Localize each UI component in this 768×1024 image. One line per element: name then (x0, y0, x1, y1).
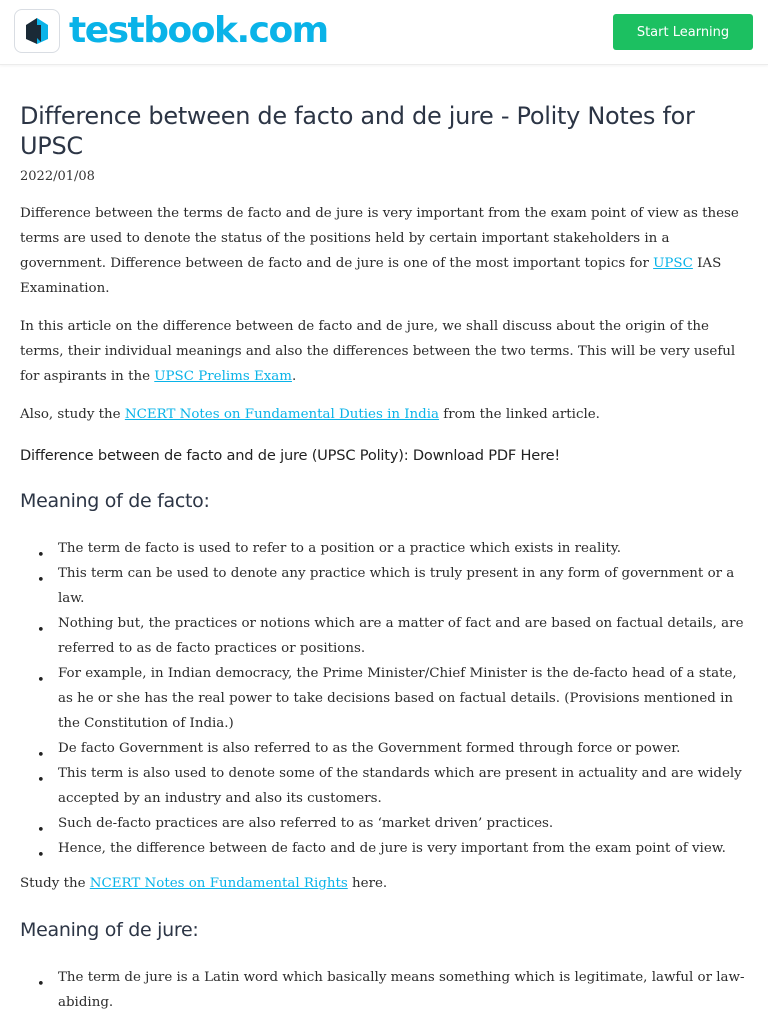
section-title-de-jure: Meaning of de jure: (20, 919, 199, 941)
list-item (20, 836, 748, 861)
list-item (20, 661, 748, 736)
intro-paragraph-2-after: . (291, 369, 297, 384)
bullet-icon: • (37, 773, 45, 788)
intro-paragraph-1-text: Difference between the terms de facto and de jure is very important from the exam point of view as these terms are used to denote the status of the positions held by certain important stakeholders in a government. Difference between de facto and de jure is one of the most important topics for (20, 206, 739, 271)
list-item (20, 561, 748, 611)
study-after: here. (347, 876, 388, 891)
section-title-de-facto: Meaning of de facto: (20, 490, 210, 512)
ncert-fundamental-rights-link[interactable]: NCERT Notes on Fundamental Rights (89, 876, 348, 891)
list-item-text: The term de jure is a Latin word which basically means something which is legitimate, lawful or law-abiding. (58, 970, 745, 1010)
list-item-text: The term de facto is used to refer to a position or a practice which exists in reality. (58, 541, 621, 556)
upsc-prelims-exam-link[interactable]: UPSC Prelims Exam (154, 369, 292, 384)
bullet-icon: • (37, 977, 45, 992)
study-text: Study the (20, 876, 90, 891)
intro-paragraph-2-text: In this article on the difference between de facto and de jure, we shall discuss about the origin of the terms, their individual meanings and also the differences between the two terms. This will be very useful for aspirants in the (20, 319, 736, 384)
list-item-text: Such de-facto practices are also referred to as ‘market driven’ practices. (58, 816, 554, 831)
start-learning-button[interactable]: Start Learning (613, 14, 753, 50)
ncert-fundamental-duties-link[interactable]: NCERT Notes on Fundamental Duties in India (124, 407, 440, 422)
intro-paragraph-1-after: IAS Examination. (20, 256, 722, 296)
list-item-text: This term can be used to denote any practice which is truly present in any form of government or a law. (58, 566, 735, 606)
list-item (20, 965, 748, 1015)
list-item (20, 811, 748, 836)
logo-link[interactable] (14, 9, 328, 53)
intro-paragraph-1 (20, 201, 748, 301)
bullet-icon: • (37, 673, 45, 688)
list-item-text: Nothing but, the practices or notions which are a matter of fact and are based on factual details, are referred to as de facto practices or positions. (58, 616, 744, 656)
de-jure-list (20, 965, 748, 1015)
bullet-icon: • (37, 573, 45, 588)
bullet-icon: • (37, 848, 45, 863)
list-item-text: This term is also used to denote some of the standards which are present in actuality and are widely accepted by an industry and also its customers. (58, 766, 742, 806)
list-item-text: De facto Government is also referred to as the Government formed through force or power. (58, 741, 681, 756)
site-header (0, 0, 768, 65)
study-paragraph (20, 871, 748, 896)
list-item (20, 761, 748, 811)
publish-date: 2022/01/08 (20, 169, 95, 184)
upsc-link[interactable]: UPSC (653, 256, 693, 271)
list-item (20, 611, 748, 661)
de-facto-list (20, 536, 748, 861)
intro-paragraph-2 (20, 314, 748, 389)
list-item-text: For example, in Indian democracy, the Prime Minister/Chief Minister is the de-facto head of a state, as he or she has the real power to take decisions based on factual details. (Provisions mentioned in the Constitution of India.) (58, 666, 737, 731)
intro-paragraph-3 (20, 402, 748, 427)
download-pdf-heading: Difference between de facto and de jure (UPSC Polity): Download PDF Here! (20, 447, 560, 464)
list-item-text: Hence, the difference between de facto and de jure is very important from the exam point of view. (58, 841, 726, 856)
page-title: Difference between de facto and de jure - Polity Notes for UPSC (20, 102, 695, 160)
intro-paragraph-3-after: from the linked article. (439, 407, 600, 422)
logo-text: testbook.com (69, 10, 328, 51)
bullet-icon: • (37, 823, 45, 838)
bullet-icon: • (37, 623, 45, 638)
intro-paragraph-3-text: Also, study the (20, 407, 125, 422)
testbook-logo-icon (14, 9, 60, 53)
bullet-icon: • (37, 548, 45, 563)
article-content (0, 101, 768, 1015)
bullet-icon: • (37, 748, 45, 763)
list-item (20, 536, 748, 561)
list-item (20, 736, 748, 761)
